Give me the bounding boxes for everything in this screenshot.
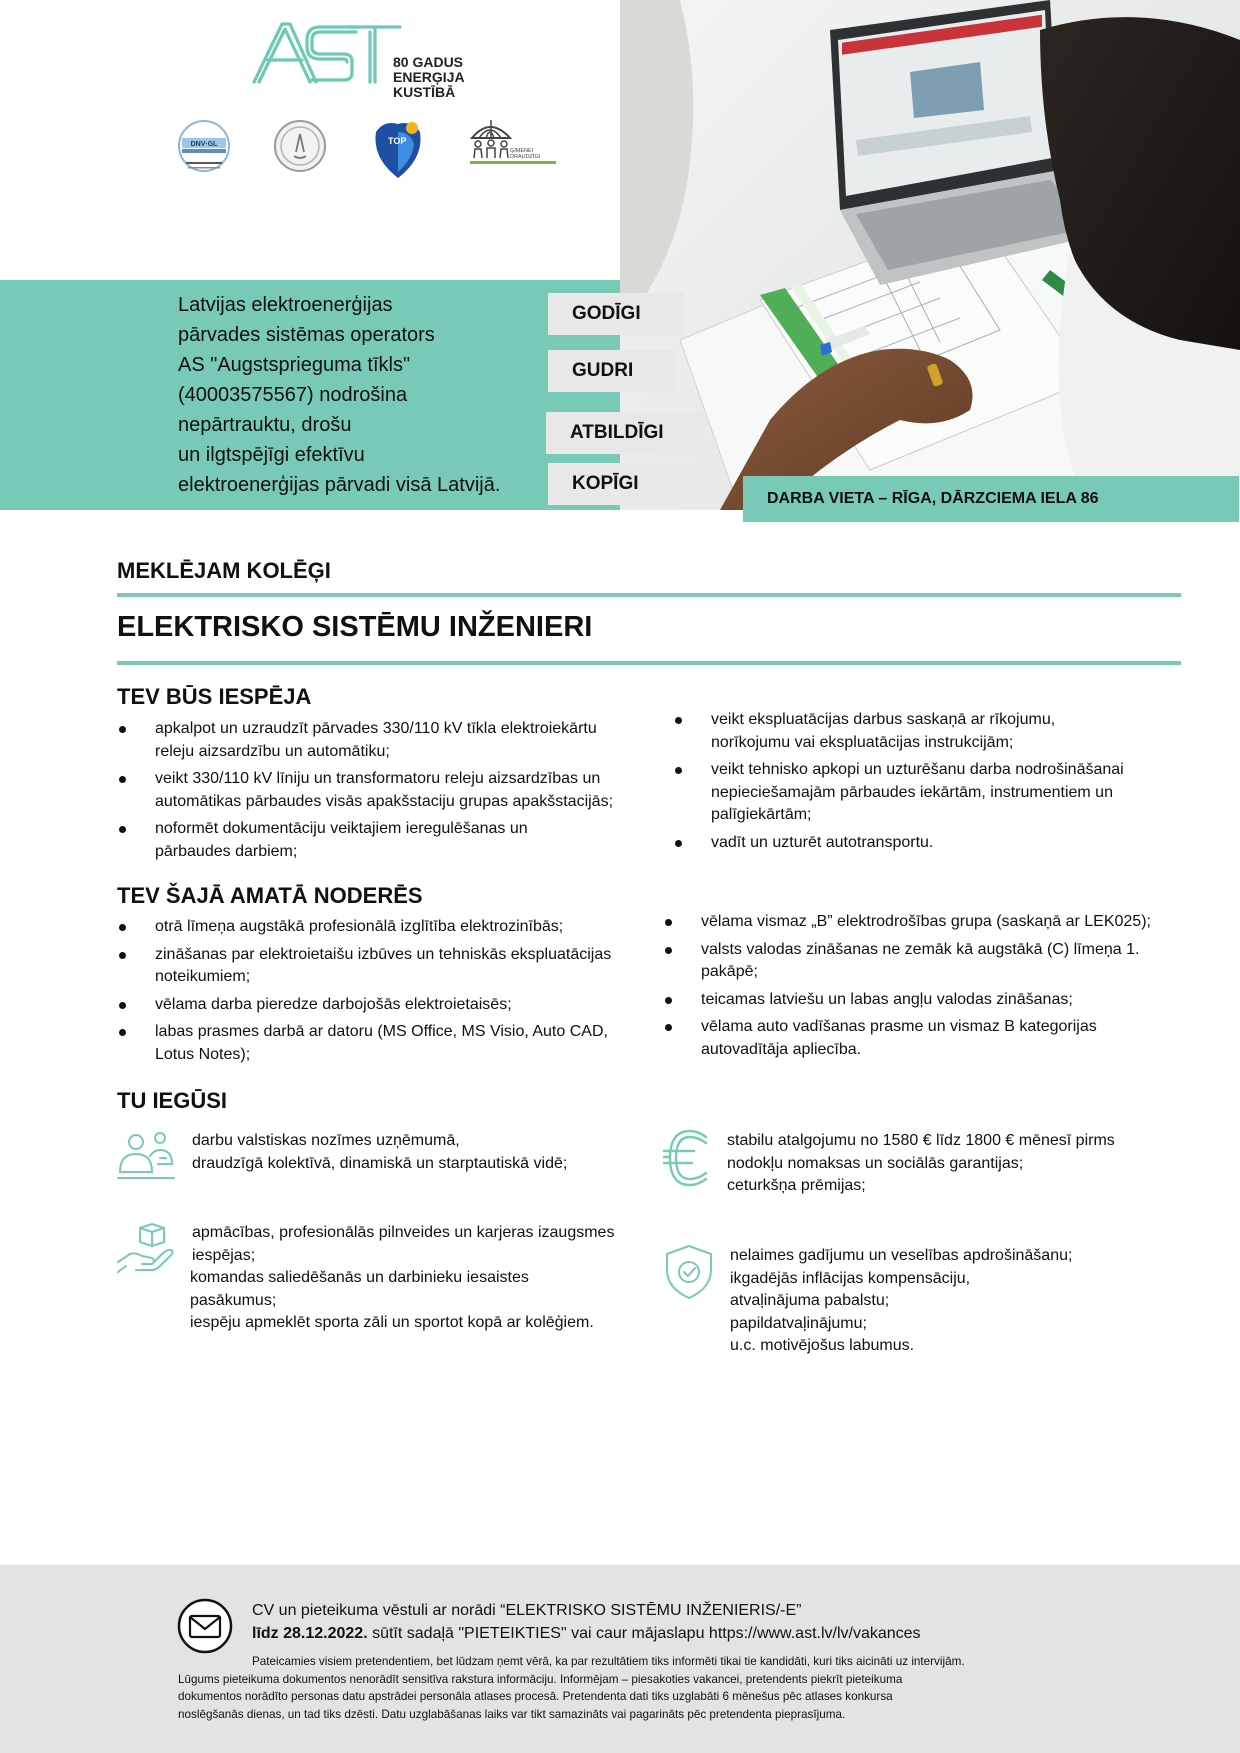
dnv-gl-certificate-icon (176, 118, 232, 178)
job-title: ELEKTRISKO SISTĒMU INŽENIERI (117, 611, 593, 643)
svg-text:TOP: TOP (388, 136, 407, 146)
list-item: vēlama darba pieredze darbojošās elektroietaisēs; (117, 994, 647, 1017)
list-item: vadīt un uzturēt autotransportu. (673, 832, 1173, 855)
apply-instructions: CV un pieteikuma vēstuli ar norādi “ELEKTRISKO SISTĒMU INŽENIERIS/-E” (252, 1602, 802, 1619)
company-description: Latvijas elektroenerģijas pārvades sistēmas operators AS "Augstsprieguma tīkls" (40003575567) nodrošina nepārtrauktu, drošu un ilgtspējīgi efektīvu elektroenerģijas pārvadi visā Latvijā. (178, 294, 501, 496)
top-employer-icon (370, 118, 426, 182)
family-badge-label: ĢIMENEI (510, 148, 534, 154)
requirements-list-left (117, 916, 647, 1071)
opportunities-list-left (117, 718, 647, 868)
family-friendly-icon (470, 118, 560, 178)
opportunities-heading: TEV BŪS IESPĒJA (117, 684, 312, 709)
list-item: veikt 330/110 kV līniju un transformatoru releju aizsardzības un automātikas pārbaudes visās apakšstaciju grupas apakšstacijās; (117, 768, 647, 813)
seal-icon (272, 118, 328, 174)
office-photo-illustration (620, 0, 1240, 510)
value-honest: GODĪGI (548, 293, 684, 335)
logo-area (0, 0, 620, 280)
ast-logo (252, 20, 402, 86)
family-badge-label-2: DRAUDZĪGI (510, 154, 541, 160)
list-item: vēlama auto vadīšanas prasme un vismaz B kategorijas autovadītāja apliecība. (663, 1016, 1183, 1061)
opportunities-list-right (673, 709, 1173, 859)
hand-box-icon (116, 1222, 176, 1280)
divider (117, 593, 1181, 597)
value-together: KOPĪGI (548, 463, 682, 505)
intro-heading: MEKLĒJAM KOLĒĢI (117, 558, 331, 583)
list-item: vēlama vismaz „B” elektrodrošības grupa (saskaņā ar LEK025); (663, 911, 1183, 934)
list-item: valsts valodas zināšanas ne zemāk kā augstākā (C) līmeņa 1. pakāpē; (663, 939, 1183, 984)
list-item: apkalpot un uzraudzīt pārvades 330/110 kV tīkla elektroiekārtu releju aizsardzību un automātiku; (117, 718, 647, 763)
apply-method: sūtīt sadaļā "PIETEIKTIES" vai caur mājaslapu https://www.ast.lv/lv/vakances (367, 1625, 921, 1642)
list-item: zināšanas par elektroietaišu izbūves un tehniskās ekspluatācijas noteikumiem; (117, 944, 647, 989)
value-responsible: ATBILDĪGI (546, 412, 706, 454)
list-item: otrā līmeņa augstākā profesionālā izglītība elektrozinībās; (117, 916, 647, 939)
list-item: teicamas latviešu un labas angļu valodas zināšanas; (663, 989, 1183, 1012)
benefit-workplace: darbu valstiskas nozīmes uzņēmumā, draudzīgā kolektīvā, dinamiskā un starptautiskā vidē; (192, 1132, 568, 1172)
list-item: veikt ekspluatācijas darbus saskaņā ar rīkojumu, norīkojumu vai ekspluatācijas instrukcijām; (673, 709, 1173, 754)
value-smart: GUDRI (548, 350, 676, 392)
fine-print: Pateicamies visiem pretendentiem, bet lūdzam ņemt vērā, ka par rezultātiem tiks informēti tikai tie kandidāti, kuri tiks aicināti uz intervijām. Lūgums pieteikuma dokumentos nenorādīt sensitīva rakstura informāciju. Informējam – piesakoties vakancei, pretendents piekrīt pieteikuma dokumentos norādīto personas datu apstrādei personāla atlases procesā. Pretendenta dati tiks uzglabāti 6 mēnešus pēc atlases konkursa noslēgšanās dienas, un tad tiks dzēsti. Datu uzglabāšanas laiks var tikt samazināts vai pagarināts pēc pretendenta pieprasījuma. (178, 1655, 965, 1721)
requirements-heading: TEV ŠAJĀ AMATĀ NODERĒS (117, 883, 423, 908)
shield-check-icon (664, 1244, 714, 1300)
euro-icon (662, 1129, 710, 1187)
benefit-salary: stabilu atalgojumu no 1580 € līdz 1800 € mēnesī pirms nodokļu nomaksas un sociālās garantijas; ceturkšņa prēmijas; (727, 1132, 1115, 1194)
svg-text:DNV·GL: DNV·GL (190, 141, 218, 148)
list-item: noformēt dokumentāciju veiktajiem ieregulēšanas un pārbaudes darbiem; (117, 818, 647, 863)
logo-tagline: 80 GADUS ENERĢIJA KUSTĪBĀ (393, 54, 465, 100)
list-item: veikt tehnisko apkopi un uzturēšanu darba nodrošināšanai nepieciešamajām pārbaudes iekārtām, instrumentiem un palīgiekārtām; (673, 759, 1173, 827)
benefit-insurance: nelaimes gadījumu un veselības apdrošināšanu; ikgadējās inflācijas kompensāciju, atvaļinājuma pabalstu; papildatvaļinājumu; u.c. motivējošus labumus. (730, 1247, 1073, 1354)
apply-deadline-line (252, 1623, 921, 1645)
deadline: līdz 28.12.2022. (252, 1625, 368, 1642)
requirements-list-right (663, 911, 1183, 1066)
divider (117, 661, 1181, 665)
benefit-development: apmācības, profesionālās pilnveides un karjeras izaugsmes iespējas; komandas saliedēšanās un darbinieku iesaistes pasākumus; iespēju apmeklēt sporta zāli un sportot kopā ar kolēģiem. (190, 1224, 615, 1331)
people-icon (116, 1128, 176, 1184)
mail-icon (177, 1598, 233, 1654)
list-item: labas prasmes darbā ar datoru (MS Office, MS Visio, Auto CAD, Lotus Notes); (117, 1021, 647, 1066)
header-photo (620, 0, 1240, 510)
location-text: DARBA VIETA – RĪGA, DĀRZCIEMA IELA 86 (767, 490, 1099, 507)
benefits-heading: TU IEGŪSI (117, 1088, 228, 1113)
location-bar (743, 476, 1239, 522)
